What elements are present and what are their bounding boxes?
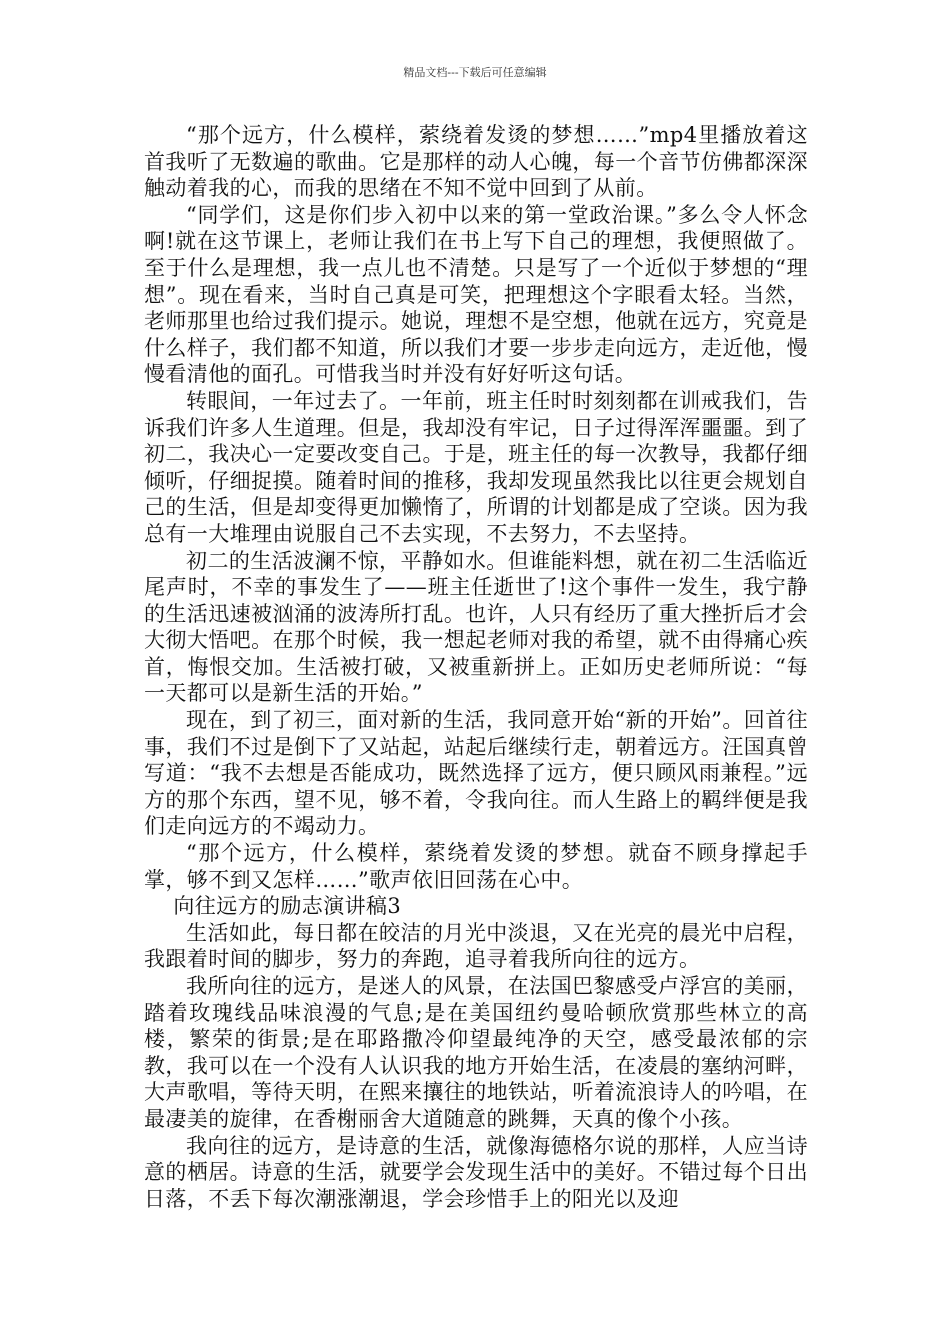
paragraph-5: 现在，到了初三，面对新的生活，我同意开始“新的开始”。回首往事，我们不过是倒下了又站起，站起后继续行走，朝着远方。汪国真曾写道：“我不去想是否能成功，既然选择了远方，便只顾风雨兼程。”远方的那个东西，望不见，够不着，令我向往。而人生路上的羁绊便是我们走向远方的不竭动力。 bbox=[144, 708, 808, 839]
paragraph-4: 初二的生活波澜不惊，平静如水。但谁能料想，就在初二生活临近尾声时，不幸的事发生了——班主任逝世了!这个事件一发生，我宁静的生活迅速被汹涌的波涛所打乱。也许，人只有经历了重大挫折后才会大彻大悟吧。在那个时候，我一想起老师对我的希望，就不由得痛心疾首，悔恨交加。生活被打破，又被重新拼上。正如历史老师所说：“每一天都可以是新生活的开始。” bbox=[144, 548, 808, 706]
paragraph-3: 转眼间，一年过去了。一年前，班主任时时刻刻都在训戒我们，告诉我们许多人生道理。但是，我却没有牢记，日子过得浑浑噩噩。到了初二，我决心一定要改变自己。于是，班主任的每一次教导，我都仔细倾听，仔细捉摸。随着时间的推移，我却发现虽然我比以往更会规划自己的生活，但是却变得更加懒惰了，所谓的计划都是成了空谈。因为我总有一大堆理由说服自己不去实现，不去努力，不去坚持。 bbox=[144, 388, 808, 546]
paragraph-7: 生活如此，每日都在皎洁的月光中淡退，又在光亮的晨光中启程，我跟着时间的脚步，努力的奔跑，追寻着我所向往的远方。 bbox=[144, 920, 808, 972]
paragraph-8: 我所向往的远方，是迷人的风景，在法国巴黎感受卢浮宫的美丽，踏着玫瑰线品味浪漫的气息;是在美国纽约曼哈顿欣赏那些林立的高楼，繁荣的街景;是在耶路撒冷仰望最纯净的天空，感受最浓郁的宗教，我可以在一个没有人认识我的地方开始生活，在凌晨的塞纳河畔，大声歌唱，等待天明，在熙来攘往的地铁站，听着流浪诗人的吟唱，在最凄美的旋律，在香榭丽舍大道随意的跳舞，天真的像个小孩。 bbox=[144, 974, 808, 1131]
page-header: 精品文档---下载后可任意编辑 bbox=[403, 66, 547, 79]
section-heading: 向往远方的励志演讲稿3 bbox=[173, 894, 402, 919]
document-body bbox=[144, 122, 808, 1212]
paragraph-2: “同学们，这是你们步入初中以来的第一堂政治课。”多么令人怀念啊!就在这节课上，老师让我们在书上写下自己的理想，我便照做了。至于什么是理想，我一点儿也不清楚。只是写了一个近似于梦想的“理想”。现在看来，当时自己真是可笑，把理想这个字眼看太轻。当然，老师那里也给过我们提示。她说，理想不是空想，他就在远方，究竟是什么样子，我们都不知道，所以我们才要一步步走向远方，走近他，慢慢看清他的面孔。可惜我当时并没有好好听这句话。 bbox=[144, 202, 808, 387]
paragraph-9: 我向往的远方，是诗意的生活，就像海德格尔说的那样，人应当诗意的栖居。诗意的生活，就要学会发现生活中的美好。不错过每个日出日落，不丢下每次潮涨潮退，学会珍惜手上的阳光以及迎 bbox=[144, 1133, 808, 1211]
paragraph-1: “那个远方，什么模样，萦绕着发烫的梦想……”mp4里播放着这首我听了无数遍的歌曲。它是那样的动人心魄，每一个音节仿佛都深深触动着我的心，而我的思绪在不知不觉中回到了从前。 bbox=[144, 123, 808, 201]
paragraph-6: “那个远方，什么模样，萦绕着发烫的梦想。就奋不顾身撑起手掌，够不到又怎样……”歌声依旧回荡在心中。 bbox=[144, 841, 808, 892]
